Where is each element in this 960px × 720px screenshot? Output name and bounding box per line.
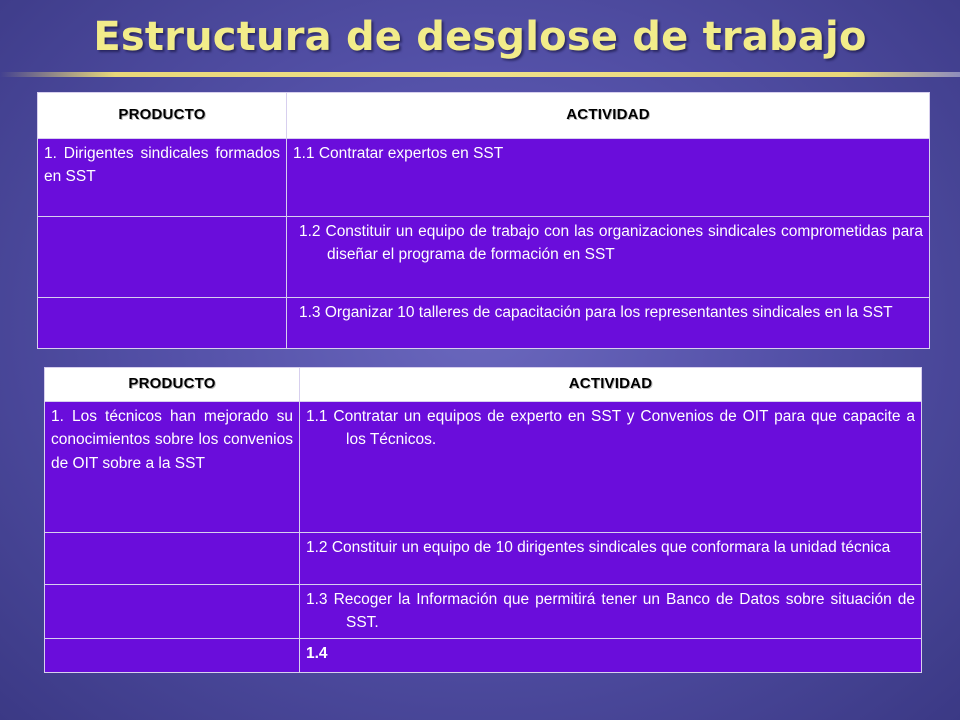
actividad-text: 1.1 Contratar un equipos de experto en SST y Convenios de OIT para que capacite a los Técnicos. bbox=[306, 408, 915, 449]
table-row bbox=[45, 533, 922, 585]
actividad-cell bbox=[300, 533, 922, 585]
actividad-text: 1.2 Constituir un equipo de 10 dirigentes sindicales que conformara la unidad técnica bbox=[306, 539, 891, 556]
producto-cell: 1. Los técnicos han mejorado su conocimientos sobre los convenios de OIT sobre a la SST bbox=[45, 402, 300, 533]
page-title: Estructura de desglose de trabajo bbox=[93, 14, 867, 60]
producto-cell bbox=[38, 298, 287, 349]
actividad-cell: 1.4 bbox=[300, 638, 922, 672]
actividad-cell bbox=[287, 298, 930, 349]
actividad-cell bbox=[300, 402, 922, 533]
table-row bbox=[38, 217, 930, 298]
header-actividad: ACTIVIDAD bbox=[287, 93, 930, 139]
producto-cell bbox=[45, 638, 300, 672]
table-row bbox=[38, 139, 930, 217]
table-row bbox=[45, 402, 922, 533]
table-header-row bbox=[45, 368, 922, 402]
table-row bbox=[38, 298, 930, 349]
actividad-text: 1.3 Recoger la Información que permitirá tener un Banco de Datos sobre situación de SST. bbox=[306, 591, 915, 632]
wbs-table-1 bbox=[37, 92, 930, 349]
title-underline bbox=[0, 72, 960, 77]
actividad-text: 1.3 Organizar 10 talleres de capacitación para los representantes sindicales en la SST bbox=[299, 304, 893, 321]
actividad-text: 1.2 Constituir un equipo de trabajo con las organizaciones sindicales comprometidas para diseñar el programa de formación en SST bbox=[299, 223, 923, 264]
header-actividad: ACTIVIDAD bbox=[300, 368, 922, 402]
producto-cell bbox=[45, 585, 300, 639]
header-producto: PRODUCTO bbox=[45, 368, 300, 402]
producto-cell bbox=[38, 217, 287, 298]
table-row bbox=[45, 638, 922, 672]
producto-cell: 1. Dirigentes sindicales formados en SST bbox=[38, 139, 287, 217]
header-producto: PRODUCTO bbox=[38, 93, 287, 139]
producto-cell bbox=[45, 533, 300, 585]
table-header-row bbox=[38, 93, 930, 139]
table-row bbox=[45, 585, 922, 639]
actividad-cell: 1.1 Contratar expertos en SST bbox=[287, 139, 930, 217]
actividad-cell bbox=[287, 217, 930, 298]
actividad-cell bbox=[300, 585, 922, 639]
wbs-table-2 bbox=[44, 367, 922, 673]
